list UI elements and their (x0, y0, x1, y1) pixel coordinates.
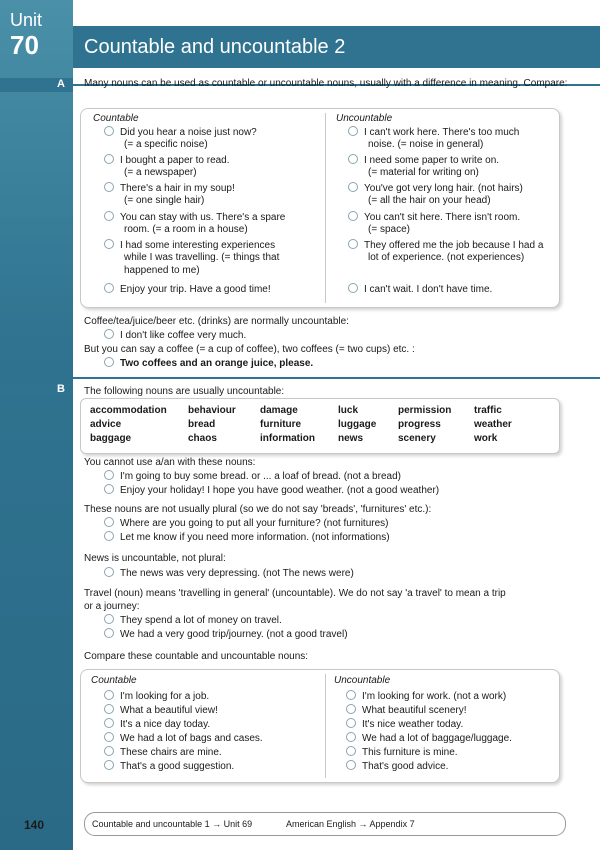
unit-number: 70 (10, 30, 39, 60)
example-item: You can't sit here. There isn't room. (348, 211, 520, 224)
example-item: That's a good suggestion. (104, 760, 234, 773)
example-item: You can stay with us. There's a spare (104, 211, 285, 224)
noun-word: work (474, 433, 498, 444)
noun-word: scenery (398, 433, 436, 444)
noun-word: furniture (260, 419, 302, 430)
noun-word: behaviour (188, 405, 236, 416)
countable-heading: Countable (93, 113, 139, 124)
noun-word: news (338, 433, 364, 444)
compare-rule: Compare these countable and uncountable nouns: (84, 651, 309, 662)
example-item: What a beautiful view! (104, 704, 218, 717)
example-item: I'm looking for work. (not a work) (346, 690, 506, 703)
example-gloss: while I was travelling. (= things that (124, 252, 280, 263)
noun-word: progress (398, 419, 441, 430)
example-gloss: lot of experience. (not experiences) (368, 252, 525, 263)
noun-word: permission (398, 405, 452, 416)
noun-word: information (260, 433, 315, 444)
example-item: It's a nice day today. (104, 718, 210, 731)
example-item: I'm going to buy some bread. or ... a loaf of bread. (not a bread) (104, 470, 401, 483)
example-item: It's nice weather today. (346, 718, 463, 731)
example-item: We had a lot of bags and cases. (104, 732, 263, 745)
example-item: I can't work here. There's too much (348, 126, 519, 139)
example-item: We had a lot of baggage/luggage. (346, 732, 512, 745)
example-item: I need some paper to write on. (348, 154, 499, 167)
example-item: I bought a paper to read. (104, 154, 230, 167)
section-b-marker: B (0, 383, 73, 397)
noun-word: advice (90, 419, 122, 430)
plural-rule: These nouns are not usually plural (so we do not say 'breads', 'furnitures' etc.): (84, 504, 432, 515)
example-item: They offered me the job because I had a (348, 239, 543, 252)
travel-rule-cont: or a journey: (84, 601, 140, 612)
coffee-rule: Coffee/tea/juice/beer etc. (drinks) are normally uncountable: (84, 316, 349, 327)
unit-label: Unit (10, 10, 43, 30)
but-rule: But you can say a coffee (= a cup of coffee), two coffees (= two cups) etc. : (84, 344, 415, 355)
example-item: Did you hear a noise just now? (104, 126, 257, 139)
news-rule: News is uncountable, not plural: (84, 553, 226, 564)
example-gloss: (= material for writing on) (368, 167, 479, 178)
example-item: I'm looking for a job. (104, 690, 209, 703)
example-item: Enjoy your trip. Have a good time! (104, 283, 271, 296)
example-item: Two coffees and an orange juice, please. (104, 357, 313, 370)
example-gloss: (= one single hair) (124, 195, 205, 206)
noun-word: traffic (474, 405, 502, 416)
section-b-intro: The following nouns are usually uncountable: (84, 386, 285, 397)
example-item: Let me know if you need more information. (not informations) (104, 531, 390, 544)
page-number: 140 (24, 818, 45, 832)
example-item: I don't like coffee very much. (104, 329, 246, 342)
cross-ref-appendix-7[interactable]: American English → Appendix 7 (286, 819, 415, 829)
noun-word: bread (188, 419, 216, 430)
example-item: You've got very long hair. (not hairs) (348, 182, 523, 195)
noun-word: baggage (90, 433, 132, 444)
example-item: They spend a lot of money on travel. (104, 614, 282, 627)
example-gloss: (= all the hair on your head) (368, 195, 491, 206)
example-item: What beautiful scenery! (346, 704, 467, 717)
example-gloss: (= a specific noise) (124, 139, 208, 150)
example-item: I can't wait. I don't have time. (348, 283, 492, 296)
cross-ref-unit-69[interactable]: Countable and uncountable 1 → Unit 69 (92, 819, 253, 829)
section-a-marker: A (0, 78, 73, 92)
countable-heading: Countable (91, 675, 137, 686)
uncountable-heading: Uncountable (334, 675, 391, 686)
example-item: The news was very depressing. (not The news were) (104, 567, 354, 580)
example-item: That's good advice. (346, 760, 448, 773)
example-item: Enjoy your holiday! I hope you have good weather. (not a good weather) (104, 484, 439, 497)
example-gloss: (= space) (368, 224, 410, 235)
example-item: We had a very good trip/journey. (not a good travel) (104, 628, 348, 641)
noun-word: luck (338, 405, 359, 416)
example-item: Where are you going to put all your furniture? (not furnitures) (104, 517, 388, 530)
example-gloss: (= a newspaper) (124, 167, 197, 178)
noun-word: chaos (188, 433, 217, 444)
example-item: This furniture is mine. (346, 746, 458, 759)
section-a-intro: Many nouns can be used as countable or uncountable nouns, usually with a difference in meaning. Compare: (84, 78, 568, 89)
example-item: These chairs are mine. (104, 746, 222, 759)
travel-rule: Travel (noun) means 'travelling in general' (uncountable). We do not say 'a travel' to mean a trip (84, 588, 506, 599)
page-title: Countable and uncountable 2 (84, 36, 346, 58)
noun-word: luggage (338, 419, 377, 430)
unit-sidebar (0, 0, 73, 850)
uncountable-heading: Uncountable (336, 113, 393, 124)
example-gloss: happened to me) (124, 265, 200, 276)
example-gloss: noise. (= noise in general) (368, 139, 484, 150)
section-b-rule (73, 377, 600, 379)
noun-word: damage (260, 405, 298, 416)
noun-word: accommodation (90, 405, 167, 416)
noun-word: weather (474, 419, 512, 430)
example-item: There's a hair in my soup! (104, 182, 235, 195)
cannot-rule: You cannot use a/an with these nouns: (84, 457, 256, 468)
example-item: I had some interesting experiences (104, 239, 275, 252)
example-gloss: room. (= a room in a house) (124, 224, 248, 235)
